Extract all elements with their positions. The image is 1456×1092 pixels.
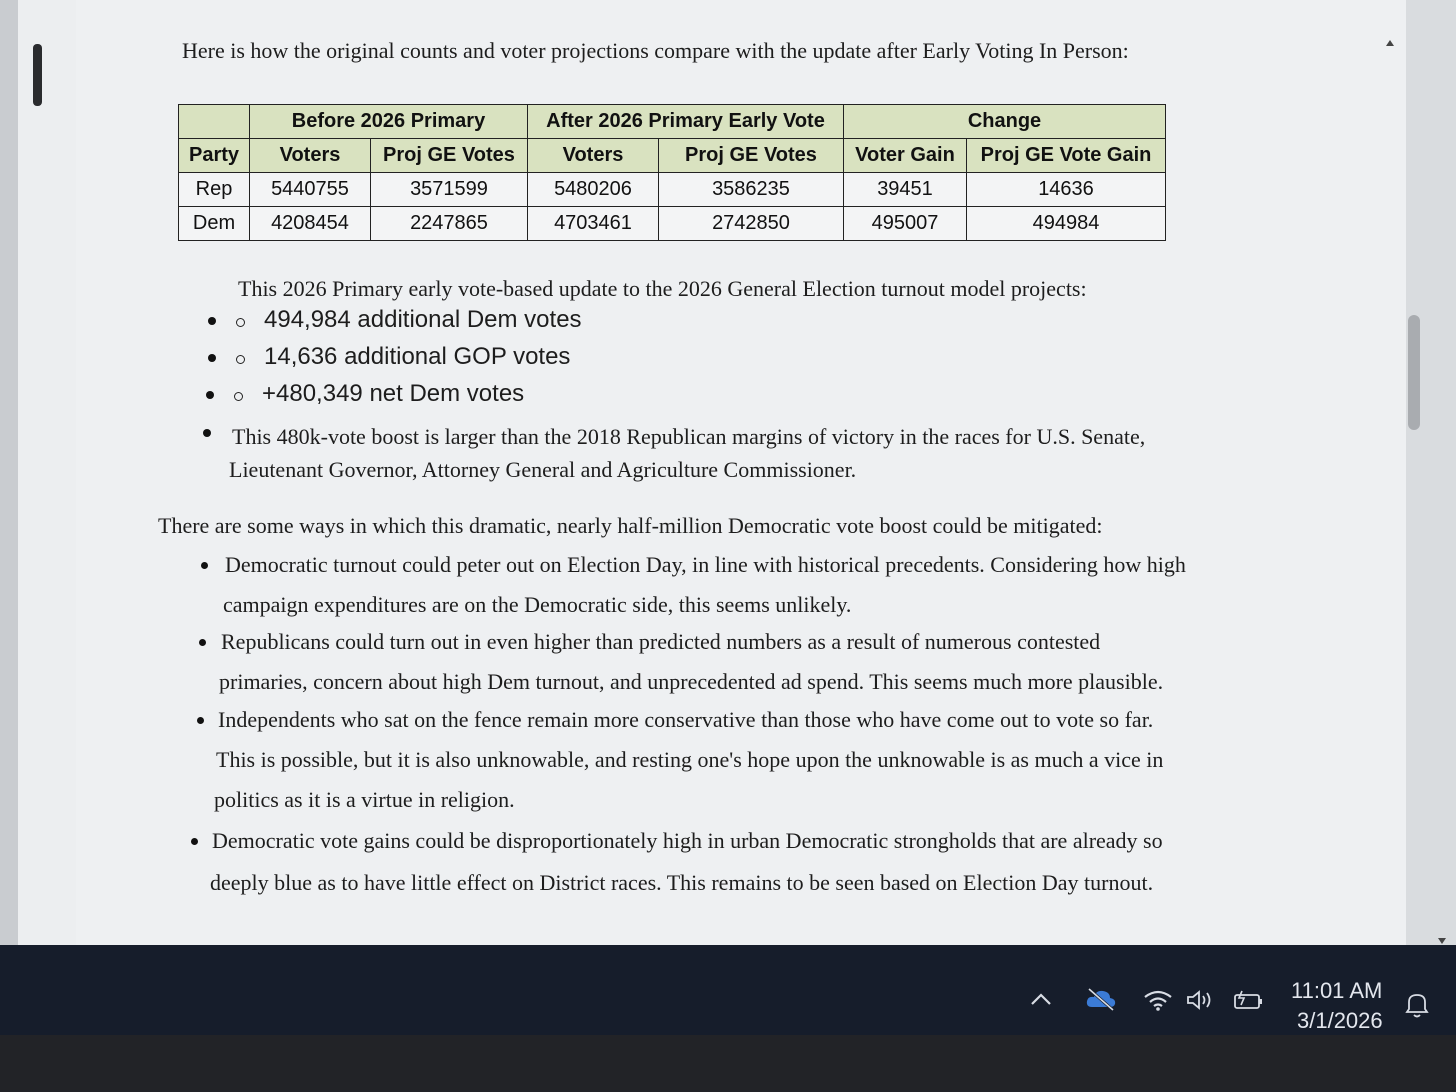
table-cell: 5480206 bbox=[528, 173, 659, 207]
scrollbar-thumb[interactable] bbox=[1408, 315, 1420, 430]
sub-bullet-icon bbox=[234, 392, 243, 401]
intro-paragraph: Here is how the original counts and voter projections compare with the update after Early Voting In Person: bbox=[182, 38, 1129, 63]
bullet-icon bbox=[203, 429, 211, 437]
battery-icon[interactable] bbox=[1232, 989, 1264, 1016]
bullet-icon bbox=[201, 562, 208, 569]
column-header-voter-gain: Voter Gain bbox=[844, 139, 967, 173]
mitigation-line: deeply blue as to have little effect on District races. This remains to be seen based on Election Day turnout. bbox=[210, 870, 1154, 895]
clock-date[interactable]: 3/1/2026 bbox=[1297, 1008, 1383, 1033]
table-cell: 39451 bbox=[844, 173, 967, 207]
column-header-proj-before: Proj GE Votes bbox=[371, 139, 528, 173]
table-cell: 5440755 bbox=[250, 173, 371, 207]
laptop-bezel bbox=[0, 1035, 1456, 1092]
table-group-header-row bbox=[179, 105, 1166, 139]
scroll-up-icon[interactable] bbox=[1386, 40, 1394, 46]
vertical-scrollbar[interactable] bbox=[1406, 0, 1456, 945]
table-cell: Dem bbox=[179, 207, 250, 241]
projects-intro: This 2026 Primary early vote-based update to the 2026 General Election turnout model projects: bbox=[238, 276, 1087, 301]
table-cell: Rep bbox=[179, 173, 250, 207]
boost-bullet-line: This 480k-vote boost is larger than the 2018 Republican margins of victory in the races for U.S. Senate, bbox=[232, 424, 1146, 449]
comparison-table bbox=[178, 104, 1166, 241]
column-header-voters-before: Voters bbox=[250, 139, 371, 173]
column-header-party: Party bbox=[179, 139, 250, 173]
left-scroll-handle[interactable] bbox=[33, 44, 42, 106]
table-cell: 3571599 bbox=[371, 173, 528, 207]
mitigation-line: primaries, concern about high Dem turnout, and unprecedented ad spend. This seems much more plausible. bbox=[219, 669, 1164, 694]
mitigation-line: Democratic vote gains could be disproportionately high in urban Democratic strongholds that are already so bbox=[212, 828, 1163, 853]
table-cell: 494984 bbox=[967, 207, 1166, 241]
left-ruler bbox=[18, 0, 76, 945]
table-row bbox=[179, 173, 1166, 207]
group-header-after: After 2026 Primary Early Vote bbox=[528, 105, 844, 139]
list-item: 14,636 additional GOP votes bbox=[264, 343, 571, 370]
notification-icon[interactable] bbox=[1404, 991, 1430, 1024]
sub-bullet-icon bbox=[236, 318, 245, 327]
table-cell: 14636 bbox=[967, 173, 1166, 207]
boost-bullet-line: Lieutenant Governor, Attorney General and Agriculture Commissioner. bbox=[229, 457, 857, 482]
list-item: 494,984 additional Dem votes bbox=[264, 306, 582, 333]
column-header-proj-gain: Proj GE Vote Gain bbox=[967, 139, 1166, 173]
cloud-offline-icon[interactable] bbox=[1085, 987, 1117, 1016]
bullet-icon bbox=[191, 838, 198, 845]
table-row bbox=[179, 207, 1166, 241]
bullet-icon bbox=[208, 354, 216, 362]
table-cell: 2742850 bbox=[659, 207, 844, 241]
mitigation-line: Democratic turnout could peter out on Election Day, in line with historical precedents. Considering how high bbox=[225, 552, 1186, 577]
bullet-icon bbox=[208, 317, 216, 325]
mitigation-intro: There are some ways in which this dramatic, nearly half-million Democratic vote boost could be mitigated: bbox=[158, 513, 1103, 538]
mitigation-line: politics as it is a virtue in religion. bbox=[214, 787, 515, 812]
group-header-change: Change bbox=[844, 105, 1166, 139]
chevron-up-icon[interactable] bbox=[1030, 989, 1052, 1011]
mitigation-line: Independents who sat on the fence remain more conservative than those who have come out to vote so far. bbox=[218, 707, 1154, 732]
sub-bullet-icon bbox=[236, 355, 245, 364]
table-cell: 495007 bbox=[844, 207, 967, 241]
group-header-before: Before 2026 Primary bbox=[250, 105, 528, 139]
speaker-icon[interactable] bbox=[1186, 989, 1214, 1016]
mitigation-line: This is possible, but it is also unknowable, and resting one's hope upon the unknowable is as much a vice in bbox=[216, 747, 1164, 772]
clock-time[interactable]: 11:01 AM bbox=[1291, 978, 1383, 1003]
bullet-icon bbox=[206, 391, 214, 399]
table-cell: 2247865 bbox=[371, 207, 528, 241]
mitigation-line: Republicans could turn out in even higher than predicted numbers as a result of numerous contested bbox=[221, 629, 1101, 654]
table-cell: 4208454 bbox=[250, 207, 371, 241]
taskbar bbox=[0, 945, 1456, 1035]
bullet-icon bbox=[199, 639, 206, 646]
wifi-icon[interactable] bbox=[1143, 989, 1173, 1016]
column-header-voters-after: Voters bbox=[528, 139, 659, 173]
mitigation-line: campaign expenditures are on the Democratic side, this seems unlikely. bbox=[223, 592, 852, 617]
table-cell: 3586235 bbox=[659, 173, 844, 207]
scroll-down-icon[interactable] bbox=[1438, 938, 1446, 944]
table-header-empty bbox=[179, 105, 250, 139]
bullet-icon bbox=[197, 717, 204, 724]
left-gutter bbox=[0, 0, 18, 945]
table-cell: 4703461 bbox=[528, 207, 659, 241]
column-header-proj-after: Proj GE Votes bbox=[659, 139, 844, 173]
list-item: +480,349 net Dem votes bbox=[262, 380, 525, 407]
table-column-header-row bbox=[179, 139, 1166, 173]
